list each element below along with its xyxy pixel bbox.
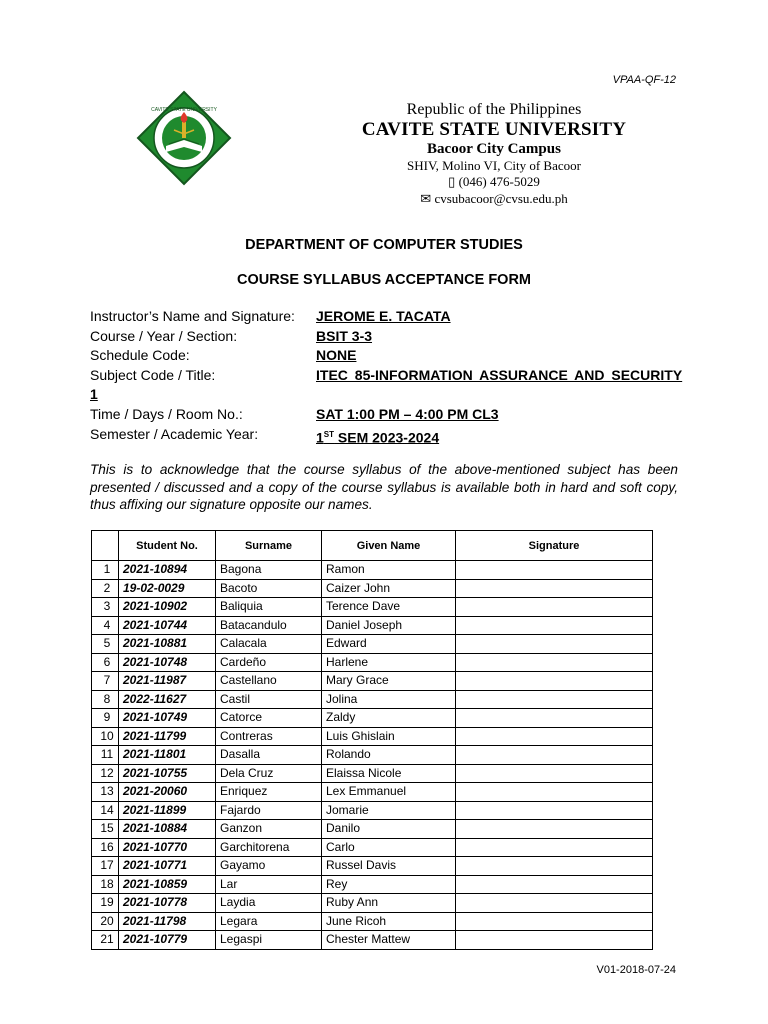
phone-icon: ▯ (448, 174, 459, 189)
table-row (92, 838, 653, 857)
student-number-cell: 2021-11899 (119, 801, 216, 820)
semester-year: SEM 2023-2024 (334, 429, 440, 446)
signature-cell[interactable] (456, 653, 653, 672)
row-number: 21 (92, 931, 119, 950)
student-number-cell: 2021-10748 (119, 653, 216, 672)
table-row (92, 764, 653, 783)
instructor-row (90, 307, 690, 327)
signature-cell[interactable] (456, 727, 653, 746)
semester-ordinal: ST (323, 429, 335, 439)
surname-cell: Enriquez (216, 783, 322, 802)
signature-cell[interactable] (456, 635, 653, 654)
table-row (92, 857, 653, 876)
signature-cell[interactable] (456, 764, 653, 783)
table-row (92, 709, 653, 728)
surname-cell: Dela Cruz (216, 764, 322, 783)
surname-cell: Laydia (216, 894, 322, 913)
header-signature: Signature (456, 531, 653, 561)
semester-label: Semester / Academic Year: (90, 425, 259, 442)
student-number-cell: 2021-10779 (119, 931, 216, 950)
semester-number: 1 (316, 429, 324, 446)
table-row (92, 912, 653, 931)
table-row (92, 690, 653, 709)
surname-cell: Fajardo (216, 801, 322, 820)
given-name-cell: Edward (322, 635, 456, 654)
student-number-cell: 2021-10770 (119, 838, 216, 857)
table-header-row (92, 531, 653, 561)
signature-cell[interactable] (456, 857, 653, 876)
table-row (92, 653, 653, 672)
course-label: Course / Year / Section: (90, 327, 238, 344)
given-name-cell: Ruby Ann (322, 894, 456, 913)
time-row (90, 405, 690, 425)
signature-cell[interactable] (456, 616, 653, 635)
student-number-cell: 2021-11798 (119, 912, 216, 931)
surname-cell: Bagona (216, 561, 322, 580)
surname-cell: Bacoto (216, 579, 322, 598)
surname-cell: Catorce (216, 709, 322, 728)
instructor-value: JEROME E. TACATA (316, 308, 451, 324)
surname-cell: Lar (216, 875, 322, 894)
given-name-cell: Danilo (322, 820, 456, 839)
student-number-cell: 2021-10771 (119, 857, 216, 876)
table-row (92, 820, 653, 839)
form-title: COURSE SYLLABUS ACCEPTANCE FORM (236, 272, 532, 288)
campus-phone (110, 174, 768, 190)
university-name: CAVITE STATE UNIVERSITY (361, 119, 627, 140)
student-number-cell: 2021-10884 (119, 820, 216, 839)
surname-cell: Calacala (216, 635, 322, 654)
acknowledgement-text: This is to acknowledge that the course syllabus of the above-mentioned subject has been presented / discussed and a copy of the course syllabus is available both in hard and soft copy, thus affixing our signature opposite our names. (90, 462, 678, 512)
signature-cell[interactable] (456, 875, 653, 894)
surname-cell: Castellano (216, 672, 322, 691)
subject-row-continued (90, 385, 690, 405)
student-number-cell: 2021-10749 (119, 709, 216, 728)
row-number: 6 (92, 653, 119, 672)
header-given-name: Given Name (322, 531, 456, 561)
given-name-cell: Zaldy (322, 709, 456, 728)
row-number: 13 (92, 783, 119, 802)
subject-value: ITEC 85-INFORMATION ASSURANCE AND SECURITY (316, 366, 683, 383)
row-number: 16 (92, 838, 119, 857)
logo-ring-text: CAVITE STATE UNIVERSITY (151, 107, 217, 113)
table-row (92, 875, 653, 894)
given-name-cell: Rolando (322, 746, 456, 765)
given-name-cell: Rey (322, 875, 456, 894)
table-row (92, 746, 653, 765)
signature-cell[interactable] (456, 690, 653, 709)
signature-cell[interactable] (456, 561, 653, 580)
republic-line: Republic of the Philippines (406, 101, 582, 118)
student-number-cell: 2021-10859 (119, 875, 216, 894)
surname-cell: Baliquia (216, 598, 322, 617)
surname-cell: Contreras (216, 727, 322, 746)
row-number: 19 (92, 894, 119, 913)
instructor-label: Instructor’s Name and Signature: (90, 308, 295, 324)
row-number: 7 (92, 672, 119, 691)
table-row (92, 598, 653, 617)
table-row (92, 727, 653, 746)
surname-cell: Garchitorena (216, 838, 322, 857)
row-number: 9 (92, 709, 119, 728)
table-row (92, 894, 653, 913)
signature-cell[interactable] (456, 672, 653, 691)
student-number-cell: 2021-10778 (119, 894, 216, 913)
row-number: 15 (92, 820, 119, 839)
given-name-cell: Lex Emmanuel (322, 783, 456, 802)
given-name-cell: Terence Dave (322, 598, 456, 617)
table-row (92, 579, 653, 598)
student-number-cell: 2021-20060 (119, 783, 216, 802)
time-value: SAT 1:00 PM – 4:00 PM CL3 (316, 405, 499, 422)
given-name-cell: Caizer John (322, 579, 456, 598)
email-address: cvsubacoor@cvsu.edu.ph (434, 191, 568, 206)
given-name-cell: Chester Mattew (322, 931, 456, 950)
table-row (92, 616, 653, 635)
given-name-cell: Elaissa Nicole (322, 764, 456, 783)
header-student-no: Student No. (119, 531, 216, 561)
given-name-cell: Jolina (322, 690, 456, 709)
campus-email (110, 191, 768, 207)
student-number-cell: 2022-11627 (119, 690, 216, 709)
campus-name: Bacoor City Campus (427, 141, 561, 157)
row-number: 20 (92, 912, 119, 931)
table-row (92, 931, 653, 950)
given-name-cell: Ramon (322, 561, 456, 580)
table-row (92, 672, 653, 691)
subject-label: Subject Code / Title: (90, 366, 216, 383)
row-number: 3 (92, 598, 119, 617)
surname-cell: Cardeño (216, 653, 322, 672)
student-number-cell: 2021-10902 (119, 598, 216, 617)
table-row (92, 783, 653, 802)
signature-cell[interactable] (456, 912, 653, 931)
given-name-cell: Daniel Joseph (322, 616, 456, 635)
course-row (90, 327, 690, 347)
row-number: 12 (92, 764, 119, 783)
student-roster-table (91, 530, 653, 950)
student-number-cell: 2021-10881 (119, 635, 216, 654)
semester-row (90, 425, 690, 445)
signature-cell[interactable] (456, 931, 653, 950)
header-surname: Surname (216, 531, 322, 561)
row-number: 14 (92, 801, 119, 820)
surname-cell: Legaspi (216, 931, 322, 950)
schedule-value: NONE (316, 347, 357, 364)
surname-cell: Gayamo (216, 857, 322, 876)
time-label: Time / Days / Room No.: (90, 405, 243, 422)
surname-cell: Batacandulo (216, 616, 322, 635)
row-number: 11 (92, 746, 119, 765)
course-value: BSIT 3-3 (316, 327, 373, 344)
row-number: 1 (92, 561, 119, 580)
given-name-cell: Harlene (322, 653, 456, 672)
given-name-cell: Luis Ghislain (322, 727, 456, 746)
course-info (90, 307, 690, 444)
given-name-cell: Carlo (322, 838, 456, 857)
schedule-label: Schedule Code: (90, 347, 190, 364)
email-icon: ✉ (420, 191, 435, 206)
student-number-cell: 2021-10755 (119, 764, 216, 783)
row-number: 2 (92, 579, 119, 598)
signature-cell[interactable] (456, 598, 653, 617)
signature-cell[interactable] (456, 894, 653, 913)
semester-value (316, 425, 439, 448)
row-number: 18 (92, 875, 119, 894)
signature-cell[interactable] (456, 709, 653, 728)
subject-value-continued: 1 (90, 386, 98, 403)
row-number: 4 (92, 616, 119, 635)
surname-cell: Legara (216, 912, 322, 931)
surname-cell: Castil (216, 690, 322, 709)
given-name-cell: Mary Grace (322, 672, 456, 691)
table-row (92, 635, 653, 654)
signature-cell[interactable] (456, 838, 653, 857)
signature-cell[interactable] (456, 801, 653, 820)
row-number: 5 (92, 635, 119, 654)
student-number-cell: 2021-11799 (119, 727, 216, 746)
student-number-cell: 2021-11987 (119, 672, 216, 691)
signature-cell[interactable] (456, 579, 653, 598)
department-title: DEPARTMENT OF COMPUTER STUDIES (245, 237, 523, 253)
row-number: 10 (92, 727, 119, 746)
signature-cell[interactable] (456, 820, 653, 839)
version-code: V01-2018-07-24 (596, 964, 676, 976)
student-number-cell: 2021-10744 (119, 616, 216, 635)
surname-cell: Dasalla (216, 746, 322, 765)
phone-number: (046) 476-5029 (458, 174, 540, 189)
student-number-cell: 2021-11801 (119, 746, 216, 765)
table-row (92, 801, 653, 820)
campus-address: SHIV, Molino VI, City of Bacoor (407, 158, 581, 173)
student-number-cell: 2021-10894 (119, 561, 216, 580)
given-name-cell: June Ricoh (322, 912, 456, 931)
subject-row (90, 366, 690, 386)
signature-cell[interactable] (456, 783, 653, 802)
row-number: 8 (92, 690, 119, 709)
signature-cell[interactable] (456, 746, 653, 765)
given-name-cell: Jomarie (322, 801, 456, 820)
table-row (92, 561, 653, 580)
schedule-row (90, 346, 690, 366)
row-number: 17 (92, 857, 119, 876)
document-code: VPAA-QF-12 (612, 74, 676, 86)
header-number (92, 531, 119, 561)
surname-cell: Ganzon (216, 820, 322, 839)
student-number-cell: 19-02-0029 (119, 579, 216, 598)
given-name-cell: Russel Davis (322, 857, 456, 876)
